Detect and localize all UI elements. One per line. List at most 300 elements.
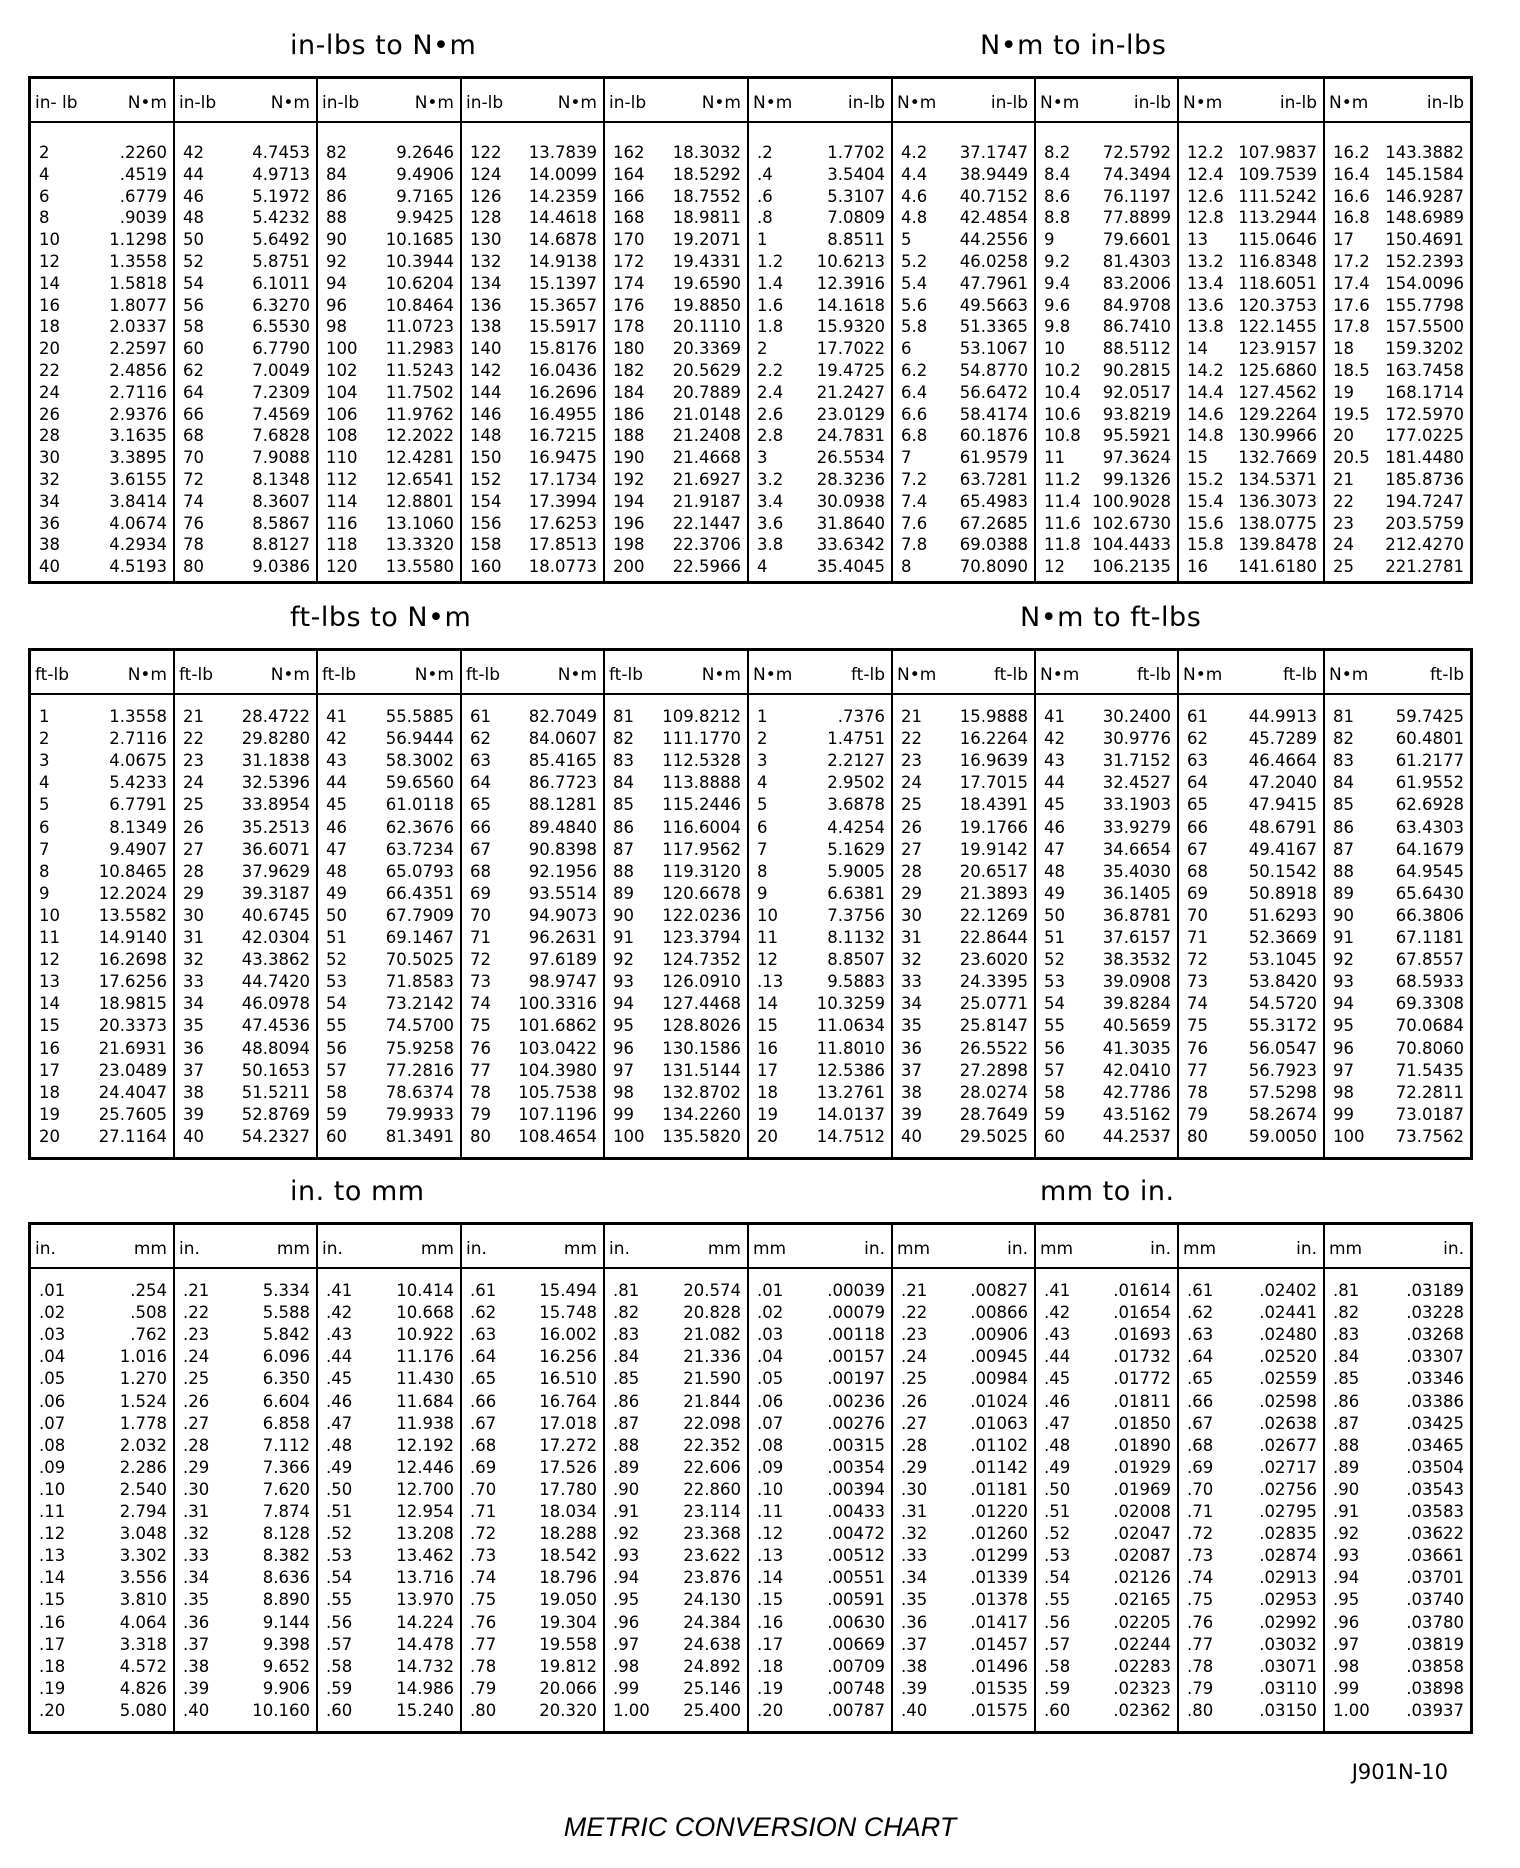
- table-row: [893, 906, 1034, 928]
- converted-value: .01417: [970, 1612, 1028, 1632]
- source-value: 76: [1187, 1038, 1208, 1058]
- source-value: .02: [39, 1303, 66, 1323]
- converted-value: .01654: [1113, 1303, 1171, 1323]
- table-row: [318, 252, 460, 274]
- source-value: 12: [39, 252, 60, 271]
- converted-value: 65.4983: [959, 491, 1028, 511]
- table-row: [1036, 1502, 1177, 1524]
- source-value: .01: [757, 1281, 784, 1300]
- source-value: 91: [613, 928, 634, 947]
- source-value: 3: [39, 751, 50, 771]
- table-row: [605, 1414, 747, 1436]
- table-row: [1036, 1061, 1177, 1083]
- source-value: 124: [470, 164, 502, 184]
- converted-value: 44.2556: [959, 230, 1028, 250]
- column-header-target: in-lb: [847, 93, 885, 113]
- source-value: 9: [757, 883, 768, 903]
- converted-value: 17.780: [539, 1479, 597, 1499]
- table-row: [462, 1635, 603, 1657]
- source-value: .56: [1044, 1612, 1071, 1632]
- table-row: [1325, 1039, 1470, 1061]
- source-value: 5.4: [901, 273, 928, 293]
- source-value: 97: [613, 1060, 634, 1080]
- source-value: 200: [613, 557, 645, 577]
- source-value: 84: [326, 164, 347, 184]
- source-value: .78: [1187, 1656, 1214, 1676]
- converted-value: 101.6862: [518, 1016, 597, 1036]
- column-header-source: N•m: [1040, 665, 1080, 685]
- table-row: [462, 405, 603, 427]
- table-row: [462, 795, 603, 817]
- column-header-target: mm: [276, 1239, 310, 1259]
- source-value: 1: [757, 230, 768, 250]
- converted-value: .03898: [1406, 1678, 1464, 1698]
- table-row: [462, 906, 603, 928]
- table-row: [605, 405, 747, 427]
- converted-value: 61.9552: [1395, 773, 1464, 793]
- table-row: [462, 1347, 603, 1369]
- source-value: 15.2: [1187, 470, 1224, 489]
- table-column: [318, 651, 462, 1157]
- table-row: [605, 1590, 747, 1612]
- table-row: [318, 1546, 460, 1568]
- source-value: 89: [613, 883, 634, 903]
- source-value: .22: [901, 1303, 928, 1323]
- source-value: .68: [1187, 1435, 1214, 1455]
- source-value: 17: [39, 1060, 60, 1080]
- source-value: 11.8: [1044, 535, 1081, 555]
- table-row: [31, 187, 173, 209]
- source-value: 40: [39, 557, 60, 577]
- table-row: [1325, 361, 1470, 383]
- table-row: [749, 1635, 891, 1657]
- table-row: [462, 1701, 603, 1723]
- converted-value: 97.3624: [1102, 448, 1171, 468]
- table-row: [605, 906, 747, 928]
- converted-value: 15.5917: [528, 317, 597, 337]
- source-value: .64: [470, 1347, 497, 1367]
- source-value: .83: [613, 1325, 640, 1345]
- source-value: 80: [183, 557, 204, 577]
- source-value: 80: [1187, 1126, 1208, 1146]
- table-row: [318, 729, 460, 751]
- table-row: [1179, 230, 1323, 252]
- table-row: [1325, 230, 1470, 252]
- source-value: .40: [901, 1700, 928, 1720]
- table-row: [175, 1701, 316, 1723]
- converted-value: 54.2327: [241, 1126, 310, 1146]
- table-row: [605, 1061, 747, 1083]
- column-header-target: in.: [1296, 1239, 1317, 1259]
- converted-value: 113.2944: [1238, 208, 1317, 228]
- converted-value: 20.3373: [98, 1016, 167, 1036]
- source-value: .94: [613, 1568, 640, 1588]
- converted-value: 8.1132: [827, 928, 885, 947]
- converted-value: 106.2135: [1092, 557, 1171, 577]
- source-value: .59: [326, 1678, 353, 1698]
- table-row: [1036, 1546, 1177, 1568]
- table-row: [1179, 972, 1323, 994]
- table-row: [605, 1458, 747, 1480]
- table-row: [31, 1568, 173, 1590]
- converted-value: 7.2309: [252, 382, 310, 402]
- converted-value: 12.8801: [385, 491, 454, 511]
- table-row: [1179, 1325, 1323, 1347]
- column-header-target: ft-lb: [994, 665, 1028, 685]
- converted-value: 24.4047: [98, 1082, 167, 1102]
- source-value: .35: [901, 1590, 928, 1610]
- table-row: [1325, 773, 1470, 795]
- column-header-source: ft-lb: [179, 665, 213, 685]
- table-row: [1179, 1105, 1323, 1127]
- source-value: 196: [613, 513, 645, 533]
- table-row: [1325, 1524, 1470, 1546]
- converted-value: 168.1714: [1385, 382, 1464, 402]
- source-value: .64: [1187, 1347, 1214, 1367]
- converted-value: 8.382: [262, 1546, 310, 1566]
- table-row: [175, 1281, 316, 1303]
- table-row: [1036, 1436, 1177, 1458]
- table-row: [605, 1325, 747, 1347]
- table-row: [1036, 840, 1177, 862]
- source-value: 10.8: [1044, 426, 1081, 446]
- table-row: [749, 339, 891, 361]
- source-value: 1.2: [757, 252, 784, 271]
- converted-value: 2.794: [119, 1502, 167, 1521]
- converted-value: 2.032: [119, 1435, 167, 1455]
- table-row: [1179, 1635, 1323, 1657]
- table-row: [893, 1480, 1034, 1502]
- source-value: .41: [1044, 1281, 1071, 1300]
- source-value: .88: [1333, 1435, 1360, 1455]
- table-row: [893, 928, 1034, 950]
- source-value: 80: [470, 1126, 491, 1146]
- source-value: 23: [901, 751, 922, 771]
- source-value: 96: [613, 1038, 634, 1058]
- source-value: 150: [470, 448, 502, 468]
- source-value: 65: [1187, 795, 1208, 815]
- converted-value: 17.272: [539, 1435, 597, 1455]
- table-row: [749, 1701, 891, 1723]
- converted-value: .01496: [970, 1656, 1028, 1676]
- table-row: [605, 208, 747, 230]
- conversion-table-in-to-mm: [28, 1222, 1473, 1734]
- source-value: 14.2: [1187, 361, 1224, 380]
- converted-value: 163.7458: [1385, 361, 1464, 380]
- table-row: [1325, 252, 1470, 274]
- converted-value: 89.4840: [528, 817, 597, 837]
- table-row: [893, 1635, 1034, 1657]
- source-value: .47: [326, 1413, 353, 1433]
- source-value: 77: [470, 1060, 491, 1080]
- table-row: [462, 972, 603, 994]
- table-row: [893, 1546, 1034, 1568]
- table-row: [31, 1613, 173, 1635]
- table-row: [1325, 1303, 1470, 1325]
- table-row: [1179, 514, 1323, 536]
- source-value: .93: [613, 1546, 640, 1566]
- table-row: [318, 1061, 460, 1083]
- source-value: 43: [326, 751, 347, 771]
- converted-value: 129.2264: [1238, 404, 1317, 424]
- source-value: 93: [1333, 972, 1354, 992]
- converted-value: .01811: [1113, 1391, 1171, 1411]
- source-value: .19: [757, 1678, 784, 1698]
- table-row: [31, 165, 173, 187]
- source-value: .89: [613, 1457, 640, 1477]
- converted-value: 34.6654: [1102, 839, 1171, 859]
- table-row: [605, 1480, 747, 1502]
- table-row: [1179, 1083, 1323, 1105]
- table-row: [462, 862, 603, 884]
- converted-value: 10.6213: [816, 252, 885, 271]
- converted-value: 60.1876: [959, 426, 1028, 446]
- converted-value: 47.9415: [1248, 795, 1317, 815]
- converted-value: 35.4045: [816, 557, 885, 577]
- source-value: 3.2: [757, 470, 784, 489]
- source-value: .09: [757, 1457, 784, 1477]
- converted-value: 30.2400: [1102, 707, 1171, 726]
- source-value: 41: [326, 707, 347, 726]
- table-row: [1036, 1325, 1177, 1347]
- converted-value: 3.5404: [827, 164, 885, 184]
- converted-value: 23.0489: [98, 1060, 167, 1080]
- converted-value: 18.4391: [959, 795, 1028, 815]
- section-title-in-lbs-to-n-m: in-lbs to N•m: [290, 30, 477, 61]
- table-row: [1179, 1414, 1323, 1436]
- converted-value: 4.9713: [252, 164, 310, 184]
- source-value: 65: [470, 795, 491, 815]
- converted-value: 84.0607: [528, 729, 597, 749]
- table-column: [605, 79, 749, 581]
- table-row: [893, 884, 1034, 906]
- source-value: 4.4: [901, 164, 928, 184]
- table-row: [1179, 1039, 1323, 1061]
- table-row: [462, 1016, 603, 1038]
- source-value: .25: [183, 1369, 210, 1389]
- table-row: [175, 906, 316, 928]
- table-row: [1179, 1127, 1323, 1149]
- source-value: 15: [757, 1016, 778, 1036]
- converted-value: .03189: [1406, 1281, 1464, 1300]
- source-value: .97: [1333, 1634, 1360, 1654]
- source-value: 16: [757, 1038, 778, 1058]
- source-value: 4.8: [901, 208, 928, 228]
- table-row: [605, 143, 747, 165]
- table-row: [318, 862, 460, 884]
- table-row: [605, 274, 747, 296]
- source-value: 75: [470, 1016, 491, 1036]
- table-row: [1179, 1546, 1323, 1568]
- table-row: [893, 1679, 1034, 1701]
- table-row: [462, 274, 603, 296]
- table-row: [31, 1657, 173, 1679]
- source-value: .12: [757, 1524, 784, 1544]
- table-row: [1179, 1392, 1323, 1414]
- converted-value: 14.9138: [528, 252, 597, 271]
- table-row: [462, 1083, 603, 1105]
- source-value: .28: [901, 1435, 928, 1455]
- column-header-target: in-lb: [1133, 93, 1171, 113]
- column-header-target: mm: [420, 1239, 454, 1259]
- table-row: [1036, 1679, 1177, 1701]
- source-value: .79: [1187, 1678, 1214, 1698]
- converted-value: 1.7702: [827, 143, 885, 162]
- table-row: [1036, 1568, 1177, 1590]
- converted-value: 51.5211: [241, 1082, 310, 1102]
- source-value: .47: [1044, 1413, 1071, 1433]
- converted-value: 59.7425: [1395, 707, 1464, 726]
- converted-value: 10.668: [396, 1303, 454, 1323]
- table-row: [1179, 1701, 1323, 1723]
- source-value: 144: [470, 382, 502, 402]
- converted-value: 4.572: [119, 1656, 167, 1676]
- table-row: [1325, 1016, 1470, 1038]
- converted-value: 57.5298: [1248, 1082, 1317, 1102]
- converted-value: .6779: [119, 186, 167, 206]
- source-value: .06: [757, 1391, 784, 1411]
- column-header-source: in-lb: [609, 93, 647, 113]
- converted-value: .02992: [1259, 1612, 1317, 1632]
- converted-value: 65.6430: [1395, 883, 1464, 903]
- table-row: [605, 795, 747, 817]
- converted-value: .01850: [1113, 1413, 1171, 1433]
- source-value: .33: [901, 1546, 928, 1566]
- source-value: 11: [757, 928, 778, 947]
- table-row: [893, 1701, 1034, 1723]
- source-value: 85: [613, 795, 634, 815]
- source-value: 63: [1187, 751, 1208, 771]
- source-value: 13: [1187, 230, 1208, 250]
- converted-value: 1.016: [119, 1347, 167, 1367]
- converted-value: 15.3657: [528, 295, 597, 315]
- table-row: [462, 1436, 603, 1458]
- source-value: 70: [183, 448, 204, 468]
- table-row: [175, 1524, 316, 1546]
- source-value: 13: [39, 972, 60, 992]
- converted-value: 16.764: [539, 1391, 597, 1411]
- source-value: .43: [1044, 1325, 1071, 1345]
- converted-value: 120.6678: [662, 883, 741, 903]
- table-row: [1325, 208, 1470, 230]
- source-value: 32: [901, 950, 922, 970]
- table-row: [1179, 1458, 1323, 1480]
- converted-value: 134.5371: [1238, 470, 1317, 489]
- table-row: [1179, 1303, 1323, 1325]
- column-header-target: in-lb: [1279, 93, 1317, 113]
- table-row: [318, 143, 460, 165]
- source-value: .38: [183, 1656, 210, 1676]
- table-row: [749, 405, 891, 427]
- table-row: [1325, 383, 1470, 405]
- source-value: 14: [1187, 339, 1208, 359]
- converted-value: 16.002: [539, 1325, 597, 1345]
- source-value: 9.8: [1044, 317, 1071, 337]
- table-row: [31, 906, 173, 928]
- converted-value: 8.8511: [827, 230, 885, 250]
- converted-value: 122.0236: [662, 905, 741, 925]
- converted-value: .02795: [1259, 1502, 1317, 1521]
- converted-value: .02480: [1259, 1325, 1317, 1345]
- table-column: [605, 1225, 749, 1731]
- source-value: 14.6: [1187, 404, 1224, 424]
- source-value: 89: [1333, 883, 1354, 903]
- table-row: [893, 818, 1034, 840]
- converted-value: .9039: [119, 208, 167, 228]
- table-row: [1325, 950, 1470, 972]
- source-value: .40: [183, 1700, 210, 1720]
- table-row: [318, 1635, 460, 1657]
- column-header-target: in.: [1007, 1239, 1028, 1259]
- converted-value: .00787: [827, 1700, 885, 1720]
- table-column: [462, 79, 605, 581]
- converted-value: 52.3669: [1248, 928, 1317, 947]
- converted-value: .00236: [827, 1391, 885, 1411]
- section-title-ft-lbs-to-n-m: ft-lbs to N•m: [290, 602, 472, 633]
- converted-value: 58.2674: [1248, 1104, 1317, 1124]
- source-value: 49: [326, 883, 347, 903]
- table-row: [605, 1016, 747, 1038]
- table-row: [893, 426, 1034, 448]
- source-value: 73: [1187, 972, 1208, 992]
- converted-value: 15.240: [396, 1700, 454, 1720]
- table-column: [749, 651, 893, 1157]
- converted-value: 11.8010: [816, 1038, 885, 1058]
- source-value: 79: [470, 1104, 491, 1124]
- source-value: 18: [39, 1082, 60, 1102]
- source-value: 182: [613, 361, 645, 380]
- converted-value: 123.3794: [662, 928, 741, 947]
- table-row: [318, 1458, 460, 1480]
- table-row: [605, 1502, 747, 1524]
- table-row: [1036, 906, 1177, 928]
- table-row: [175, 361, 316, 383]
- table-row: [31, 1524, 173, 1546]
- converted-value: 5.3107: [827, 186, 885, 206]
- source-value: .70: [1187, 1479, 1214, 1499]
- table-row: [175, 1347, 316, 1369]
- table-row: [318, 535, 460, 557]
- table-row: [31, 751, 173, 773]
- source-value: 178: [613, 317, 645, 337]
- table-row: [318, 906, 460, 928]
- table-row: [1036, 426, 1177, 448]
- source-value: .82: [1333, 1303, 1360, 1323]
- section-title-mm-to-in: mm to in.: [1040, 1176, 1175, 1207]
- converted-value: 61.0118: [385, 795, 454, 815]
- table-row: [462, 1061, 603, 1083]
- table-row: [31, 208, 173, 230]
- converted-value: 21.336: [683, 1347, 741, 1367]
- table-column: [462, 651, 605, 1157]
- source-value: 39: [901, 1104, 922, 1124]
- converted-value: 14.4618: [528, 208, 597, 228]
- source-value: 87: [1333, 839, 1354, 859]
- converted-value: 65.0793: [385, 861, 454, 881]
- converted-value: 20.1110: [672, 317, 741, 337]
- converted-value: 86.7723: [528, 773, 597, 793]
- converted-value: 16.256: [539, 1347, 597, 1367]
- source-value: 17.8: [1333, 317, 1370, 337]
- source-value: .66: [470, 1391, 497, 1411]
- table-row: [605, 230, 747, 252]
- table-row: [1036, 1657, 1177, 1679]
- source-value: 58: [183, 317, 204, 337]
- converted-value: 50.1653: [241, 1060, 310, 1080]
- source-value: 36: [183, 1038, 204, 1058]
- converted-value: 35.4030: [1102, 861, 1171, 881]
- source-value: 12.4: [1187, 164, 1224, 184]
